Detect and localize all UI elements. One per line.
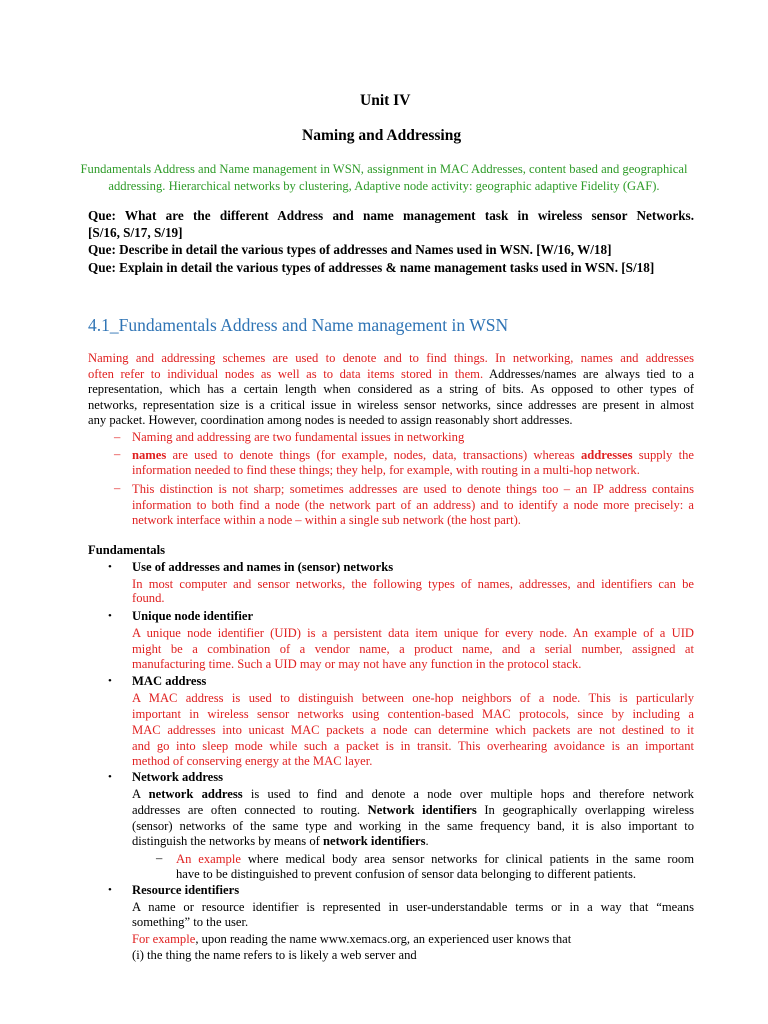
question-1-line-2: [S/16, S/17, S/19] [88,225,183,240]
network-identifiers-term-2: network identifiers [323,834,426,848]
bullet-marker: • [108,675,112,687]
intro-line-4: networks, representation size is a critical issue in wireless sensor networks, since addresses are present in almost [88,398,694,412]
question-1-line-1: Que: What are the different Address and name management task in wireless sensor Networks. [88,208,694,223]
network-address-term: network address [148,787,243,801]
bullet-marker: • [108,771,112,783]
question-2: Que: Describe in detail the various types of addresses and Names used in WSN. [W/16, W/18] [88,242,612,257]
net-l1-c: is used to find and denote a node over multiple hops and therefore network [242,787,694,801]
dash-marker: – [114,447,121,461]
names-term: names [132,448,167,462]
section-heading: 4.1_Fundamentals Address and Name management in WSN [88,315,509,335]
dash-item-3-line-1: This distinction is not sharp; sometimes addresses are used to denote things too – an IP address contains [132,482,694,496]
mac-line-4: and go into sleep mode while such a packet is in transit. This overhearing avoidance is an important [132,739,694,753]
network-example-line-2: have to be distinguished to prevent confusion of sensor data belonging to different patients. [176,867,637,881]
addresses-term: addresses [580,448,633,462]
resource-line-1: A name or resource identifier is represented in user-understandable terms or in a way that “means [132,900,694,914]
network-address-line-2 [132,802,694,818]
dash-item-3-line-2: information to both find a node (the network part of an address) and to identify a node more precisely: a [132,498,694,512]
use-of-addresses-line-1: In most computer and sensor networks, the following types of names, addresses, and identifiers can be [132,577,694,591]
intro-line-5: any packet. However, coordination among nodes is needed to assign reasonably short addresses. [88,413,573,427]
bullet-marker: • [108,561,112,573]
dash-marker: – [156,851,163,865]
dash-item-2-text-2: supply the [632,448,694,462]
net-l4-c: . [425,834,429,848]
mac-line-1: A MAC address is used to distinguish between one-hop neighbors of a node. This is particularly [132,691,694,705]
intro-line-2 [88,366,694,382]
dash-item-2-line-2: information needed to find these things; they help, for example, with routing in a multi-hop network. [132,463,640,477]
mac-line-3: MAC addresses into unicast MAC packets a node can determine which packets are not destined to it [132,723,694,737]
page-title: Unit IV [360,92,411,109]
resource-line-4: (i) the thing the name refers to is likely a web server and [132,948,417,962]
network-address-line-4 [132,834,429,849]
page-subtitle: Naming and Addressing [302,127,462,144]
topics-line-1: Fundamentals Address and Name management in WSN, assignment in MAC Addresses, content based and geographical [80,162,688,176]
uid-line-2: might be a combination of a vendor name, a product name, and a serial number, assigned at [132,642,694,656]
dash-item-2-line-1 [132,447,694,463]
dash-marker: – [114,430,121,444]
mac-title: MAC address [132,674,207,688]
an-example-label: An example [176,852,241,866]
bullet-marker: • [108,610,112,622]
uid-line-1: A unique node identifier (UID) is a persistent data item unique for every node. An example of a UID [132,626,694,640]
net-l2-a: addresses are often connected to routing. [132,803,368,817]
uid-title: Unique node identifier [132,609,254,623]
question-3: Que: Explain in detail the various types of addresses & name management tasks used in WSN. [S/18] [88,260,655,275]
mac-line-2: important in wireless sensor networks using contention-based MAC protocols, since by including a [132,707,694,721]
dash-marker: – [114,481,121,495]
use-of-addresses-line-2: found. [132,591,165,605]
bullet-marker: • [108,884,112,896]
network-identifiers-term: Network identifiers [367,803,477,817]
intro-line-2-red: often refer to individual nodes as well as to data items stored in them. [88,367,484,381]
network-example-line-1 [176,851,694,867]
use-of-addresses-title: Use of addresses and names in (sensor) networks [132,560,394,574]
resource-identifiers-title: Resource identifiers [132,883,240,897]
network-address-line-3: (sensor) networks of the same type and working in the same frequency band, it is also important to [132,819,694,833]
intro-line-1: Naming and addressing schemes are used to denote and to find things. In networking, names and addresses [88,351,694,365]
net-l2-c: In geographically overlapping wireless [476,803,694,817]
network-example-text: where medical body area sensor networks for clinical patients in the same room [240,852,694,866]
intro-line-3: representation, which has a certain length when considered as a string of bits. As opposed to other types of [88,382,694,396]
dash-item-3-line-3: network interface within a node – within a single sub network (the host part). [132,513,521,527]
topics-line-2: addressing. Hierarchical networks by clustering, Adaptive node activity: geographic adaptive Fidelity (GAF). [108,179,660,193]
resource-line-3 [132,932,571,947]
net-l4-a: distinguish the networks by means of [132,834,323,848]
network-address-title: Network address [132,770,224,784]
for-example-label: For example [132,932,196,946]
uid-line-3: manufacturing time. Such a UID may or may not have any function in the protocol stack. [132,657,582,671]
dash-item-1: Naming and addressing are two fundamental issues in networking [132,430,465,444]
net-l1-a: A [132,787,149,801]
dash-item-2-text-1: are used to denote things (for example, nodes, data, transactions) whereas [166,448,581,462]
fundamentals-heading: Fundamentals [88,543,165,557]
mac-line-5: method of conserving energy at the MAC layer. [132,754,373,768]
resource-line-3-text: , upon reading the name www.xemacs.org, an experienced user knows that [195,932,572,946]
resource-line-2: something” to the user. [132,915,249,929]
network-address-line-1 [132,786,694,802]
intro-line-2-black: Addresses/names are always tied to a [483,367,694,381]
